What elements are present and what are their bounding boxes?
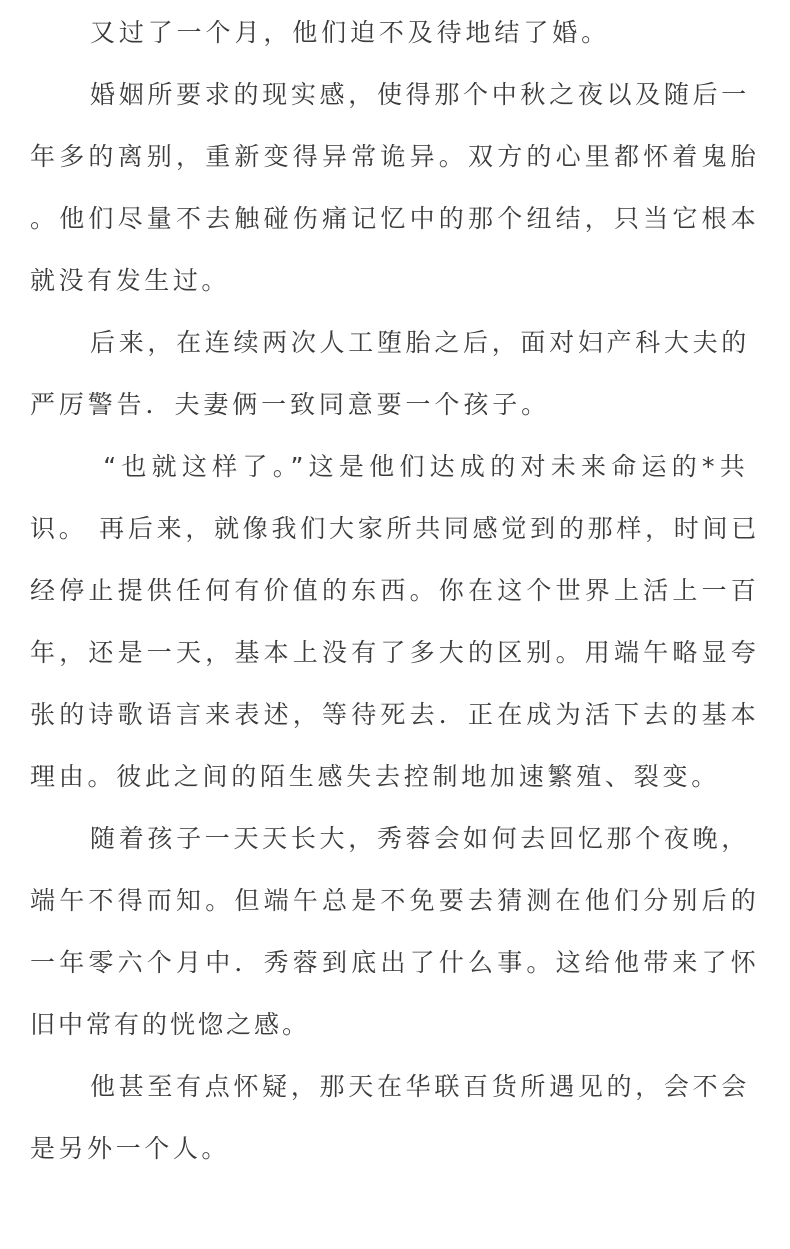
- text-line: 理由。彼此之间的陌生感失去控制地加速繁殖、裂变。: [30, 762, 720, 791]
- text-line: 婚姻所要求的现实感，使得那个中秋之夜以及随后一: [90, 80, 750, 109]
- text-line: 随着孩子一天天长大，秀蓉会如何去回忆那个夜晚，: [90, 824, 750, 853]
- text-line: 一年零六个月中．秀蓉到底出了什么事。这给他带来了怀: [30, 948, 760, 977]
- text-line: 是另外一个人。: [30, 1134, 230, 1163]
- text-line: “也就这样了。”这是他们达成的对未来命运的*共: [90, 452, 750, 481]
- text-line: 识。 再后来，就像我们大家所共同感觉到的那样，时间已: [30, 514, 760, 543]
- text-line: 严厉警告．夫妻俩一致同意要一个孩子。: [30, 390, 550, 419]
- text-line: 他甚至有点怀疑，那天在华联百货所遇见的，会不会: [90, 1072, 750, 1101]
- text-line: 旧中常有的恍惚之感。: [30, 1010, 310, 1039]
- text-line: 年，还是一天，基本上没有了多大的区别。用端午略显夸: [30, 638, 760, 667]
- text-line: 张的诗歌语言来表述，等待死去．正在成为活下去的基本: [30, 700, 760, 729]
- text-line: 经停止提供任何有价值的东西。你在这个世界上活上一百: [30, 576, 760, 605]
- text-line: 后来，在连续两次人工堕胎之后，面对妇产科大夫的: [90, 328, 750, 357]
- text-line: 年多的离别，重新变得异常诡异。双方的心里都怀着鬼胎: [30, 142, 760, 171]
- text-line: 又过了一个月，他们迫不及待地结了婚。: [90, 18, 610, 47]
- text-line: 端午不得而知。但端午总是不免要去猜测在他们分别后的: [30, 886, 760, 915]
- text-line: 。他们尽量不去触碰伤痛记忆中的那个纽结，只当它根本: [30, 204, 760, 233]
- text-line: 就没有发生过。: [30, 266, 230, 295]
